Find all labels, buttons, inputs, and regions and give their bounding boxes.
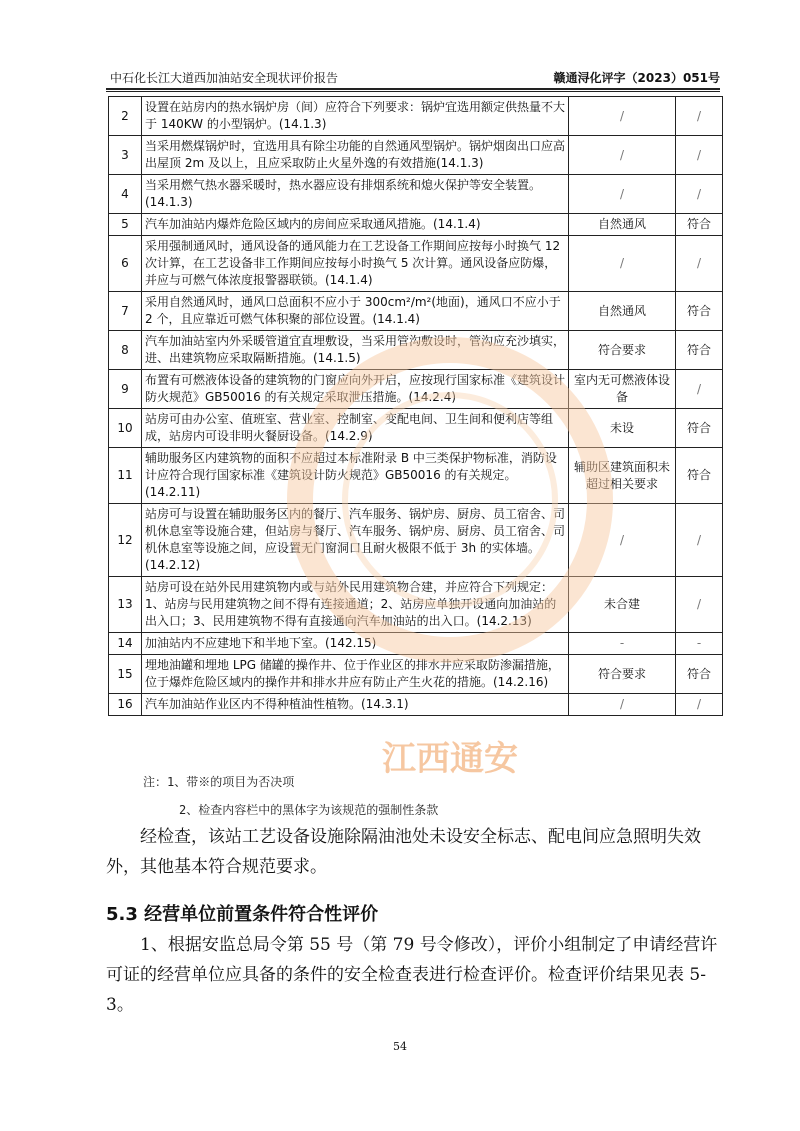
check-result: 未设 [569,409,676,448]
inspection-table-body [109,97,723,716]
check-result: 符合要求 [569,331,676,370]
check-content: 站房可与设置在辅助服务区内的餐厅、汽车服务、锅炉房、厨房、员工宿舍、司机休息室等设施合建，但站房与餐厅、汽车服务、锅炉房、厨房、员工宿舍、司机休息室等设施之间，应设置无门窗洞口且耐火极限不低于 3h 的实体墙。(14.2.12) [142,504,569,577]
table-row [109,409,723,448]
note-1: 注：1、带※的项目为否决项 [143,775,295,789]
check-result: / [569,97,676,136]
table-row [109,504,723,577]
check-conclusion: / [676,694,723,716]
report-number: 赣通浔化评字（2023）051号 [553,71,720,85]
row-number: 14 [109,633,142,655]
table-row [109,370,723,409]
table-row [109,292,723,331]
check-result: / [569,236,676,292]
check-content: 汽车加油站内爆炸危险区域内的房间应采取通风措施。(14.1.4) [142,214,569,236]
check-conclusion: / [676,236,723,292]
check-conclusion: 符合 [676,655,723,694]
row-number: 11 [109,448,142,504]
table-row [109,448,723,504]
table-row [109,694,723,716]
check-conclusion: - [676,633,723,655]
check-result: 室内无可燃液体设备 [569,370,676,409]
check-result: - [569,633,676,655]
check-conclusion: / [676,175,723,214]
check-content: 当采用燃气热水器采暖时，热水器应设有排烟系统和熄火保护等安全装置。(14.1.3) [142,175,569,214]
note-2: 2、检查内容栏中的黑体字为该规范的强制性条款 [179,803,439,817]
table-row [109,97,723,136]
page-header [106,66,720,88]
row-number: 8 [109,331,142,370]
check-conclusion: / [676,97,723,136]
check-conclusion: 符合 [676,331,723,370]
check-conclusion: 符合 [676,448,723,504]
row-number: 10 [109,409,142,448]
check-content: 辅助服务区内建筑物的面积不应超过本标准附录 B 中三类保护物标准，消防设计应符合现行国家标准《建筑设计防火规范》GB50016 的有关规定。(14.2.11) [142,448,569,504]
row-number: 12 [109,504,142,577]
check-content: 设置在站房内的热水锅炉房（间）应符合下列要求：锅炉宜选用额定供热量不大于 140KW 的小型锅炉。(14.1.3) [142,97,569,136]
check-result: 未合建 [569,577,676,633]
check-content: 埋地油罐和埋地 LPG 储罐的操作井、位于作业区的排水井应采取防渗漏措施，位于爆炸危险区域内的操作井和排水井应有防止产生火花的措施。(14.2.16) [142,655,569,694]
check-result: 符合要求 [569,655,676,694]
check-result: / [569,504,676,577]
check-result: 自然通风 [569,214,676,236]
header-rule-thin [106,91,720,92]
row-number: 6 [109,236,142,292]
check-content: 汽车加油站作业区内不得种植油性植物。(14.3.1) [142,694,569,716]
check-content: 汽车加油站室内外采暖管道宜直埋敷设，当采用管沟敷设时，管沟应充沙填实，进、出建筑物应采取隔断措施。(14.1.5) [142,331,569,370]
check-content: 站房可设在站外民用建筑物内或与站外民用建筑物合建，并应符合下列规定：1、站房与民用建筑物之间不得有连接通道；2、站房应单独开设通向加油站的出入口；3、民用建筑物不得有直接通向汽车加油站的出入口。(14.2.13) [142,577,569,633]
check-conclusion: 符合 [676,214,723,236]
row-number: 3 [109,136,142,175]
inspection-table [108,96,723,716]
check-conclusion: / [676,504,723,577]
check-conclusion: / [676,370,723,409]
section-heading: 5.3 经营单位前置条件符合性评价 [106,904,379,925]
check-result: / [569,136,676,175]
check-conclusion: 符合 [676,292,723,331]
watermark-text: 江西通安 [382,739,518,779]
table-row [109,655,723,694]
report-title: 中石化长江大道西加油站安全现状评价报告 [110,71,339,85]
page-number: 54 [393,1040,407,1053]
row-number: 15 [109,655,142,694]
row-number: 16 [109,694,142,716]
check-content: 采用强制通风时，通风设备的通风能力在工艺设备工作期间应按每小时换气 12 次计算，在工艺设备非工作期间应按每小时换气 5 次计算。通风设备应防爆，并应与可燃气体浓度报警器联锁。(14.1.4) [142,236,569,292]
table-row [109,236,723,292]
check-content: 加油站内不应建地下和半地下室。(142.15) [142,633,569,655]
check-content: 采用自然通风时，通风口总面积不应小于 300cm²/m²(地面)，通风口不应小于 2 个，且应靠近可燃气体积聚的部位设置。(14.1.4) [142,292,569,331]
row-number: 7 [109,292,142,331]
table-row [109,175,723,214]
check-result: / [569,175,676,214]
check-result: 辅助区建筑面积未超过相关要求 [569,448,676,504]
row-number: 2 [109,97,142,136]
row-number: 9 [109,370,142,409]
table-notes [143,768,438,824]
table-row [109,577,723,633]
table-row [109,214,723,236]
check-conclusion: / [676,577,723,633]
check-content: 站房可由办公室、值班室、营业室、控制室、变配电间、卫生间和便利店等组成，站房内可设非明火餐厨设备。(14.2.9) [142,409,569,448]
table-row [109,633,723,655]
check-conclusion: 符合 [676,409,723,448]
header-rule [106,88,720,90]
check-content: 当采用燃煤锅炉时，宜选用具有除尘功能的自然通风型锅炉。锅炉烟囱出口应高出屋顶 2m 及以上，且应采取防止火星外逸的有效措施(14.1.3) [142,136,569,175]
check-conclusion: / [676,136,723,175]
inspection-summary: 经检查，该站工艺设备设施除隔油池处未设安全标志、配电间应急照明失效外，其他基本符合规范要求。 [106,827,701,877]
row-number: 4 [109,175,142,214]
table-row [109,331,723,370]
check-result: / [569,694,676,716]
table-row [109,136,723,175]
row-number: 5 [109,214,142,236]
section-paragraph: 1、根据安监总局令第 55 号（第 79 号令修改），评价小组制定了申请经营许可证的经营单位应具备的条件的安全检查表进行检查评价。检查评价结果见表 5-3。 [106,935,718,1015]
check-result: 自然通风 [569,292,676,331]
row-number: 13 [109,577,142,633]
check-content: 布置有可燃液体设备的建筑物的门窗应向外开启，应按现行国家标准《建筑设计防火规范》GB50016 的有关规定采取泄压措施。(14.2.4) [142,370,569,409]
